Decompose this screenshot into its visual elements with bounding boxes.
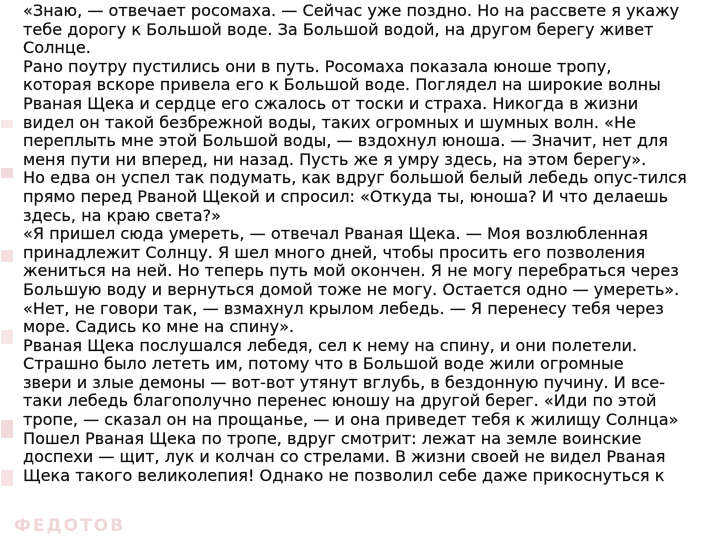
text-line: Солнце. [23, 38, 91, 58]
text-line: здесь, на краю света?» [23, 205, 221, 225]
strip-mark [1, 168, 13, 178]
watermark-text: ФЕДОТОВ [14, 516, 126, 536]
text-line: переплыть мне этой Большой воды, — вздохнул юноша. — Значит, нет для [23, 131, 668, 151]
text-line: тропе, — сказал он на прощанье, — и она приведет тебя к жилищу Солнца» [23, 410, 679, 430]
strip-mark [1, 470, 13, 486]
text-line: «Я пришел сюда умереть, — отвечал Рваная Щека. — Моя возлюбленная [23, 224, 648, 244]
strip-mark [1, 420, 13, 438]
text-line: Большую воду и вернуться домой тоже не могу. Остается одно — умереть». [23, 279, 680, 299]
strip-mark [1, 120, 13, 128]
text-line: тебе дорогу к Большой воде. За Большой водой, на другом берегу живет [23, 19, 654, 39]
text-line: Рваная Щека послушался лебедя, сел к нему на спину, и они полетели. [23, 335, 638, 355]
text-line: жениться на ней. Но теперь путь мой окончен. Я не могу перебраться через [23, 261, 679, 281]
text-line: меня пути ни вперед, ни назад. Пусть же я умру здесь, на этом берегу». [23, 149, 647, 169]
text-line: Пошел Рваная Щека по тропе, вдруг смотрит: лежат на земле воинские [23, 428, 642, 448]
text-line: доспехи — щит, лук и колчан со стрелами. В жизни своей не видел Рваная [23, 447, 666, 467]
text-line: видел он такой безбрежной воды, таких огромных и шумных волн. «Не [23, 112, 636, 132]
text-line: Щека такого великолепия! Однако не позволил себе даже прикоснуться к [23, 465, 665, 485]
text-line: которая вскоре привела его к Большой воде. Поглядел на широкие волны [23, 75, 661, 95]
text-line: звери и злые демоны — вот-вот утянут вглубь, в бездонную пучину. И все- [23, 372, 665, 392]
text-line: «Знаю, — отвечает росомаха. — Сейчас уже поздно. Но на рассвете я укажу [23, 1, 680, 20]
text-line: Страшно было лететь им, потому что в Большой воде жили огромные [23, 354, 624, 374]
strip-mark [1, 250, 13, 262]
text-line: Но едва он успел так подумать, как вдруг большой белый лебедь опус-тился [23, 168, 687, 188]
text-line: Рано поутру пустились они в путь. Росомаха показала юноше тропу, [23, 56, 612, 76]
text-line: море. Садись ко мне на спину». [23, 317, 295, 337]
text-line: «Нет, не говори так, — взмахнул крылом лебедь. — Я перенесу тебя через [23, 298, 664, 318]
text-line: Рваная Щека и сердце его сжалось от тоски и страха. Никогда в жизни [23, 93, 639, 113]
text-line: прямо перед Рваной Щекой и спросил: «Откуда ты, юноша? И что делаешь [23, 186, 669, 206]
story-text-body [23, 2, 719, 485]
strip-mark [1, 330, 13, 344]
left-decorative-strip [0, 0, 14, 540]
text-line: принадлежит Солнцу. Я шел много дней, чтобы просить его позволения [23, 242, 646, 262]
text-line: таки лебедь благополучно перенес юношу на другой берег. «Иди по этой [23, 391, 657, 411]
